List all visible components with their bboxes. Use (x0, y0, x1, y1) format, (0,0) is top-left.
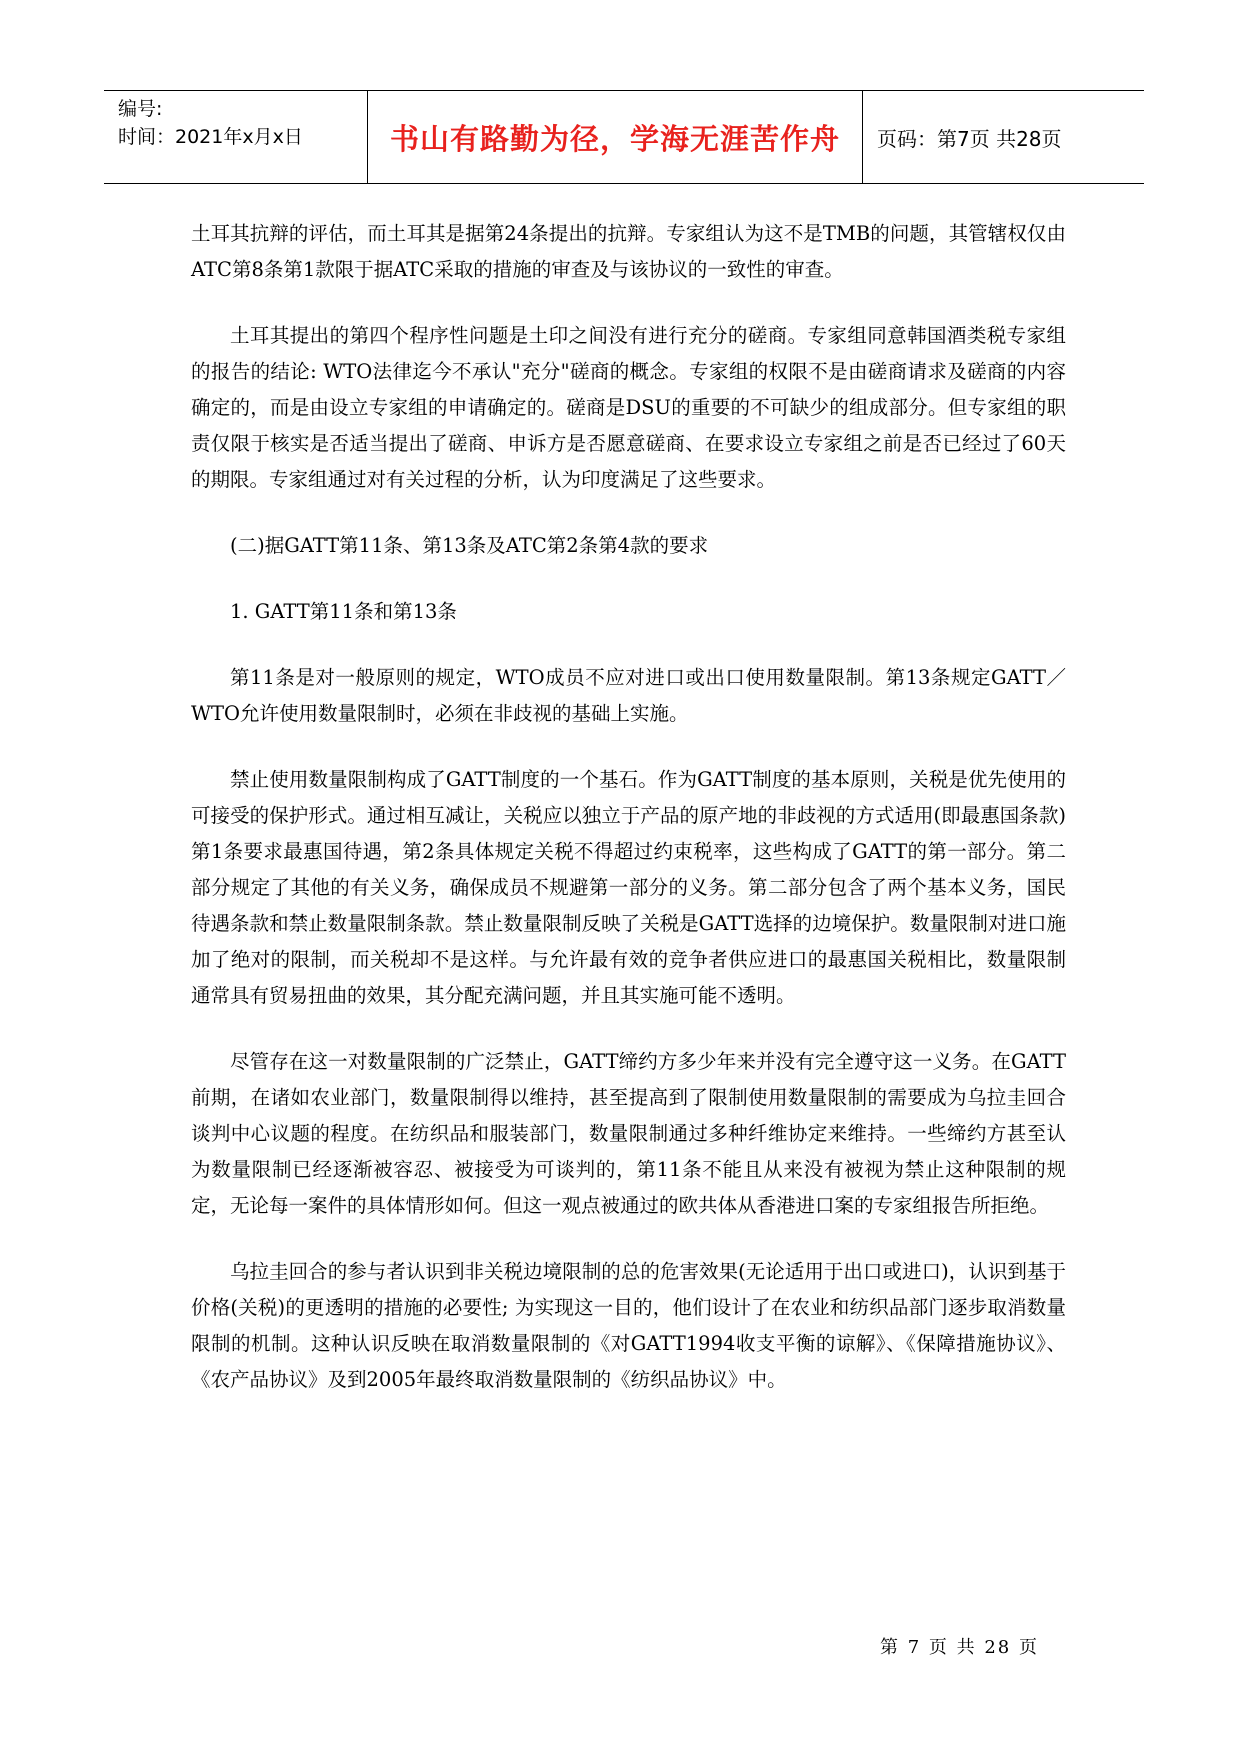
paragraph-continuation: 土耳其抗辩的评估，而土耳其是据第24条提出的抗辩。专家组认为这不是TMB的问题，其管辖权仅由ATC第8条第1款限于据ATC采取的措施的审查及与该协议的一致性的审查。 (191, 222, 1066, 281)
header-motto: 书山有路勤为径，学海无涯苦作舟 (389, 121, 840, 156)
header-page-code: 页码：第7页 共28页 (877, 126, 1062, 151)
page-footer: 第 7 页 共 28 页 (880, 1637, 1039, 1658)
document-number-label: 编号: (118, 98, 163, 120)
header-motto-cell (368, 91, 863, 183)
paragraph: 禁止使用数量限制构成了GATT制度的一个基石。作为GATT制度的基本原则，关税是优先使用的可接受的保护形式。通过相互减让，关税应以独立于产品的原产地的非歧视的方式适用(即最惠国条款)第1条要求最惠国待遇，第2条具体规定关税不得超过约束税率，这些构成了GATT的第一部分。第二部分规定了其他的有关义务，确保成员不规避第一部分的义务。第二部分包含了两个基本义务，国民待遇条款和禁止数量限制条款。禁止数量限制反映了关税是GATT选择的边境保护。数量限制对进口施加了绝对的限制，而关税却不是这样。与允许最有效的竞争者供应进口的最惠国关税相比，数量限制通常具有贸易扭曲的效果，其分配充满问题，并且其实施可能不透明。 (191, 768, 1066, 1007)
page-header (104, 90, 1144, 184)
subsection-heading: 1. GATT第11条和第13条 (230, 600, 457, 623)
header-page-cell (863, 91, 1144, 183)
header-left-cell (104, 91, 368, 183)
paragraph: 尽管存在这一对数量限制的广泛禁止，GATT缔约方多少年来并没有完全遵守这一义务。在GATT前期，在诸如农业部门，数量限制得以维持，甚至提高到了限制使用数量限制的需要成为乌拉圭回合谈判中心议题的程度。在纺织品和服装部门，数量限制通过多种纤维协定来维持。一些缔约方甚至认为数量限制已经逐渐被容忍、被接受为可谈判的，第11条不能且从来没有被视为禁止这种限制的规定，无论每一案件的具体情形如何。但这一观点被通过的欧共体从香港进口案的专家组报告所拒绝。 (191, 1050, 1066, 1217)
paragraph: 第11条是对一般原则的规定，WTO成员不应对进口或出口使用数量限制。第13条规定GATT／WTO允许使用数量限制时，必须在非歧视的基础上实施。 (191, 666, 1066, 725)
section-heading: (二)据GATT第11条、第13条及ATC第2条第4款的要求 (230, 534, 709, 557)
document-body (191, 216, 1066, 1428)
paragraph: 土耳其提出的第四个程序性问题是土印之间没有进行充分的磋商。专家组同意韩国酒类税专家组的报告的结论: WTO法律迄今不承认"充分"磋商的概念。专家组的权限不是由磋商请求及磋商的内容确定的，而是由设立专家组的申请确定的。磋商是DSU的重要的不可缺少的组成部分。但专家组的职责仅限于核实是否适当提出了磋商、申诉方是否愿意磋商、在要求设立专家组之前是否已经过了60天的期限。专家组通过对有关过程的分析，认为印度满足了这些要求。 (191, 324, 1066, 491)
paragraph: 乌拉圭回合的参与者认识到非关税边境限制的总的危害效果(无论适用于出口或进口)，认识到基于价格(关税)的更透明的措施的必要性; 为实现这一目的，他们设计了在农业和纺织品部门逐步取消数量限制的机制。这种认识反映在取消数量限制的《对GATT1994收支平衡的谅解》、《保障措施协议》、《农产品协议》及到2005年最终取消数量限制的《纺织品协议》中。 (191, 1260, 1066, 1391)
document-time-label: 时间：2021年x月x日 (118, 126, 303, 148)
